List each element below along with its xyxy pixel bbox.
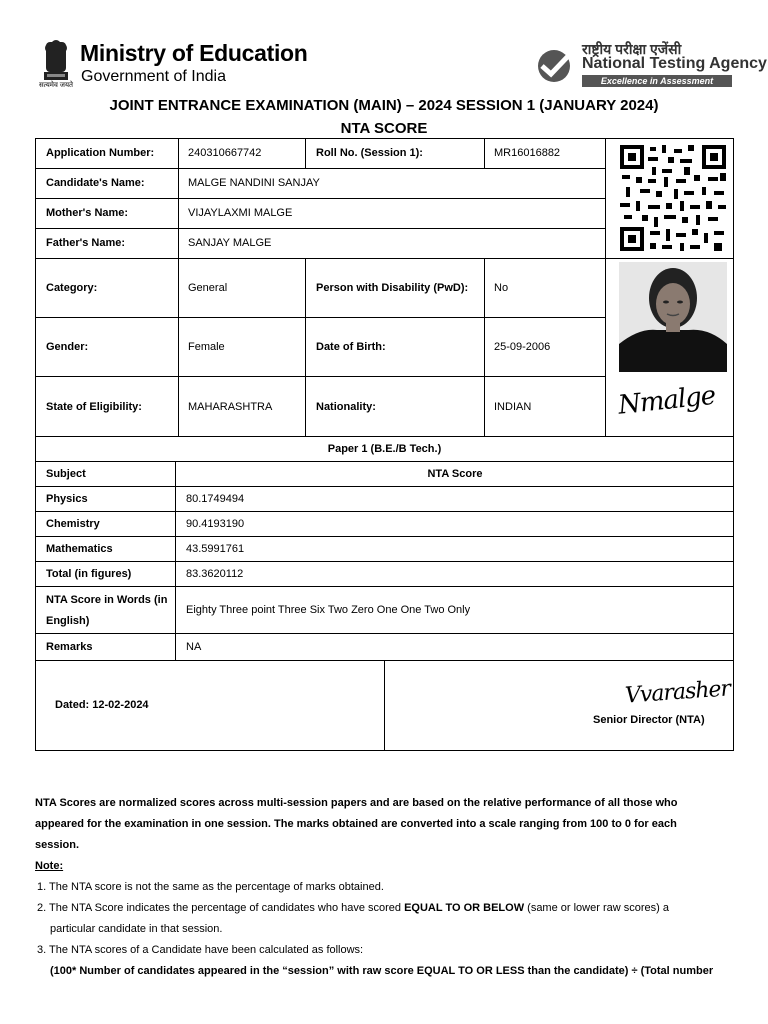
- state-value: MAHARASHTRA: [188, 400, 273, 413]
- note-2-text-c: (same or lower raw scores) a: [524, 902, 669, 914]
- score-title: NTA SCORE: [340, 120, 428, 137]
- note-3: 3. The NTA scores of a Candidate have been calculated as follows:: [37, 944, 364, 956]
- intro-line-3: session.: [35, 839, 80, 851]
- dated-text: Dated: 12-02-2024: [55, 699, 149, 711]
- nationality-label: Nationality:: [316, 400, 376, 413]
- mother-name-value: VIJAYLAXMI MALGE: [188, 207, 293, 219]
- father-name-value: SANJAY MALGE: [188, 237, 272, 249]
- subject-mathematics: Mathematics: [46, 542, 113, 555]
- dob-label: Date of Birth:: [316, 340, 386, 353]
- note-3-formula: (100* Number of candidates appeared in the “session” with raw score EQUAL TO OR LESS than the candidate) ÷ (Total number: [50, 965, 714, 977]
- remarks-label: Remarks: [46, 641, 93, 653]
- candidate-photo: [619, 262, 727, 372]
- notes-section: [35, 793, 745, 982]
- subject-total: Total (in figures): [46, 567, 132, 580]
- subject-physics: Physics: [46, 492, 88, 505]
- agency-name: National Testing Agency: [582, 55, 767, 72]
- note-heading: Note:: [35, 860, 64, 872]
- roll-number-label: Roll No. (Session 1):: [316, 147, 423, 159]
- agency-tagline: Excellence in Assessment: [582, 75, 732, 87]
- mother-name-label: Mother's Name:: [46, 207, 129, 219]
- words-label-line1: NTA Score in Words (in: [46, 594, 168, 606]
- nta-logo-icon: [532, 48, 578, 84]
- note-1: 1. The NTA score is not the same as the percentage of marks obtained.: [37, 881, 384, 893]
- score-total: 83.3620112: [186, 567, 244, 580]
- nta-score-header: NTA Score: [427, 467, 483, 480]
- note-2-text-a: 2. The NTA Score indicates the percentage of candidates who have scored: [37, 902, 405, 914]
- category-value: General: [188, 281, 228, 294]
- application-number-label: Application Number:: [46, 147, 155, 159]
- candidate-name-value: MALGE NANDINI SANJAY: [188, 177, 320, 189]
- category-label: Category:: [46, 281, 98, 294]
- ministry-subtitle: Government of India: [81, 68, 226, 85]
- words-label-line2: English): [46, 615, 90, 627]
- candidate-name-label: Candidate's Name:: [46, 177, 145, 189]
- subject-header: Subject: [46, 467, 86, 480]
- roll-number-value: MR16016882: [494, 147, 561, 159]
- director-signature: Vvarasher: [624, 676, 731, 709]
- exam-title: JOINT ENTRANCE EXAMINATION (MAIN) – 2024 SESSION 1 (JANUARY 2024): [109, 97, 659, 114]
- remarks-value: NA: [186, 641, 202, 653]
- father-name-label: Father's Name:: [46, 237, 126, 249]
- nationality-value: INDIAN: [494, 400, 532, 413]
- qr-code: [618, 143, 728, 253]
- ministry-title: Ministry of Education: [80, 40, 308, 66]
- pwd-value: No: [494, 281, 509, 294]
- pwd-label: Person with Disability (PwD):: [316, 281, 469, 294]
- candidate-signature: Nmalge: [616, 380, 717, 421]
- director-title: Senior Director (NTA): [593, 714, 705, 726]
- intro-line-1: NTA Scores are normalized scores across multi-session papers and are based on the relative performance of all those who: [35, 797, 678, 809]
- note-2: [35, 898, 745, 919]
- intro-line-2: appeared for the examination in one session. The marks obtained are converted into a scale ranging from 100 to 0 for each: [35, 818, 677, 830]
- note-2-continued: particular candidate in that session.: [50, 923, 223, 935]
- dob-value: 25-09-2006: [494, 340, 551, 353]
- score-chemistry: 90.4193190: [186, 517, 245, 530]
- score-in-words: Eighty Three point Three Six Two Zero One One Two Only: [186, 603, 471, 616]
- application-number-value: 240310667742: [188, 147, 262, 159]
- score-mathematics: 43.5991761: [186, 542, 245, 555]
- gender-value: Female: [188, 340, 225, 353]
- score-physics: 80.1749494: [186, 492, 245, 505]
- paper-title: Paper 1 (B.E./B Tech.): [327, 442, 442, 455]
- state-label: State of Eligibility:: [46, 400, 142, 413]
- agency-hindi-name: राष्ट्रीय परीक्षा एजेंसी: [582, 41, 682, 57]
- national-emblem: [38, 38, 74, 92]
- subject-chemistry: Chemistry: [46, 517, 100, 530]
- note-2-emphasis: EQUAL TO OR BELOW: [404, 902, 525, 914]
- gender-label: Gender:: [46, 340, 89, 353]
- emblem-caption: सत्यमेव जयते: [38, 82, 74, 89]
